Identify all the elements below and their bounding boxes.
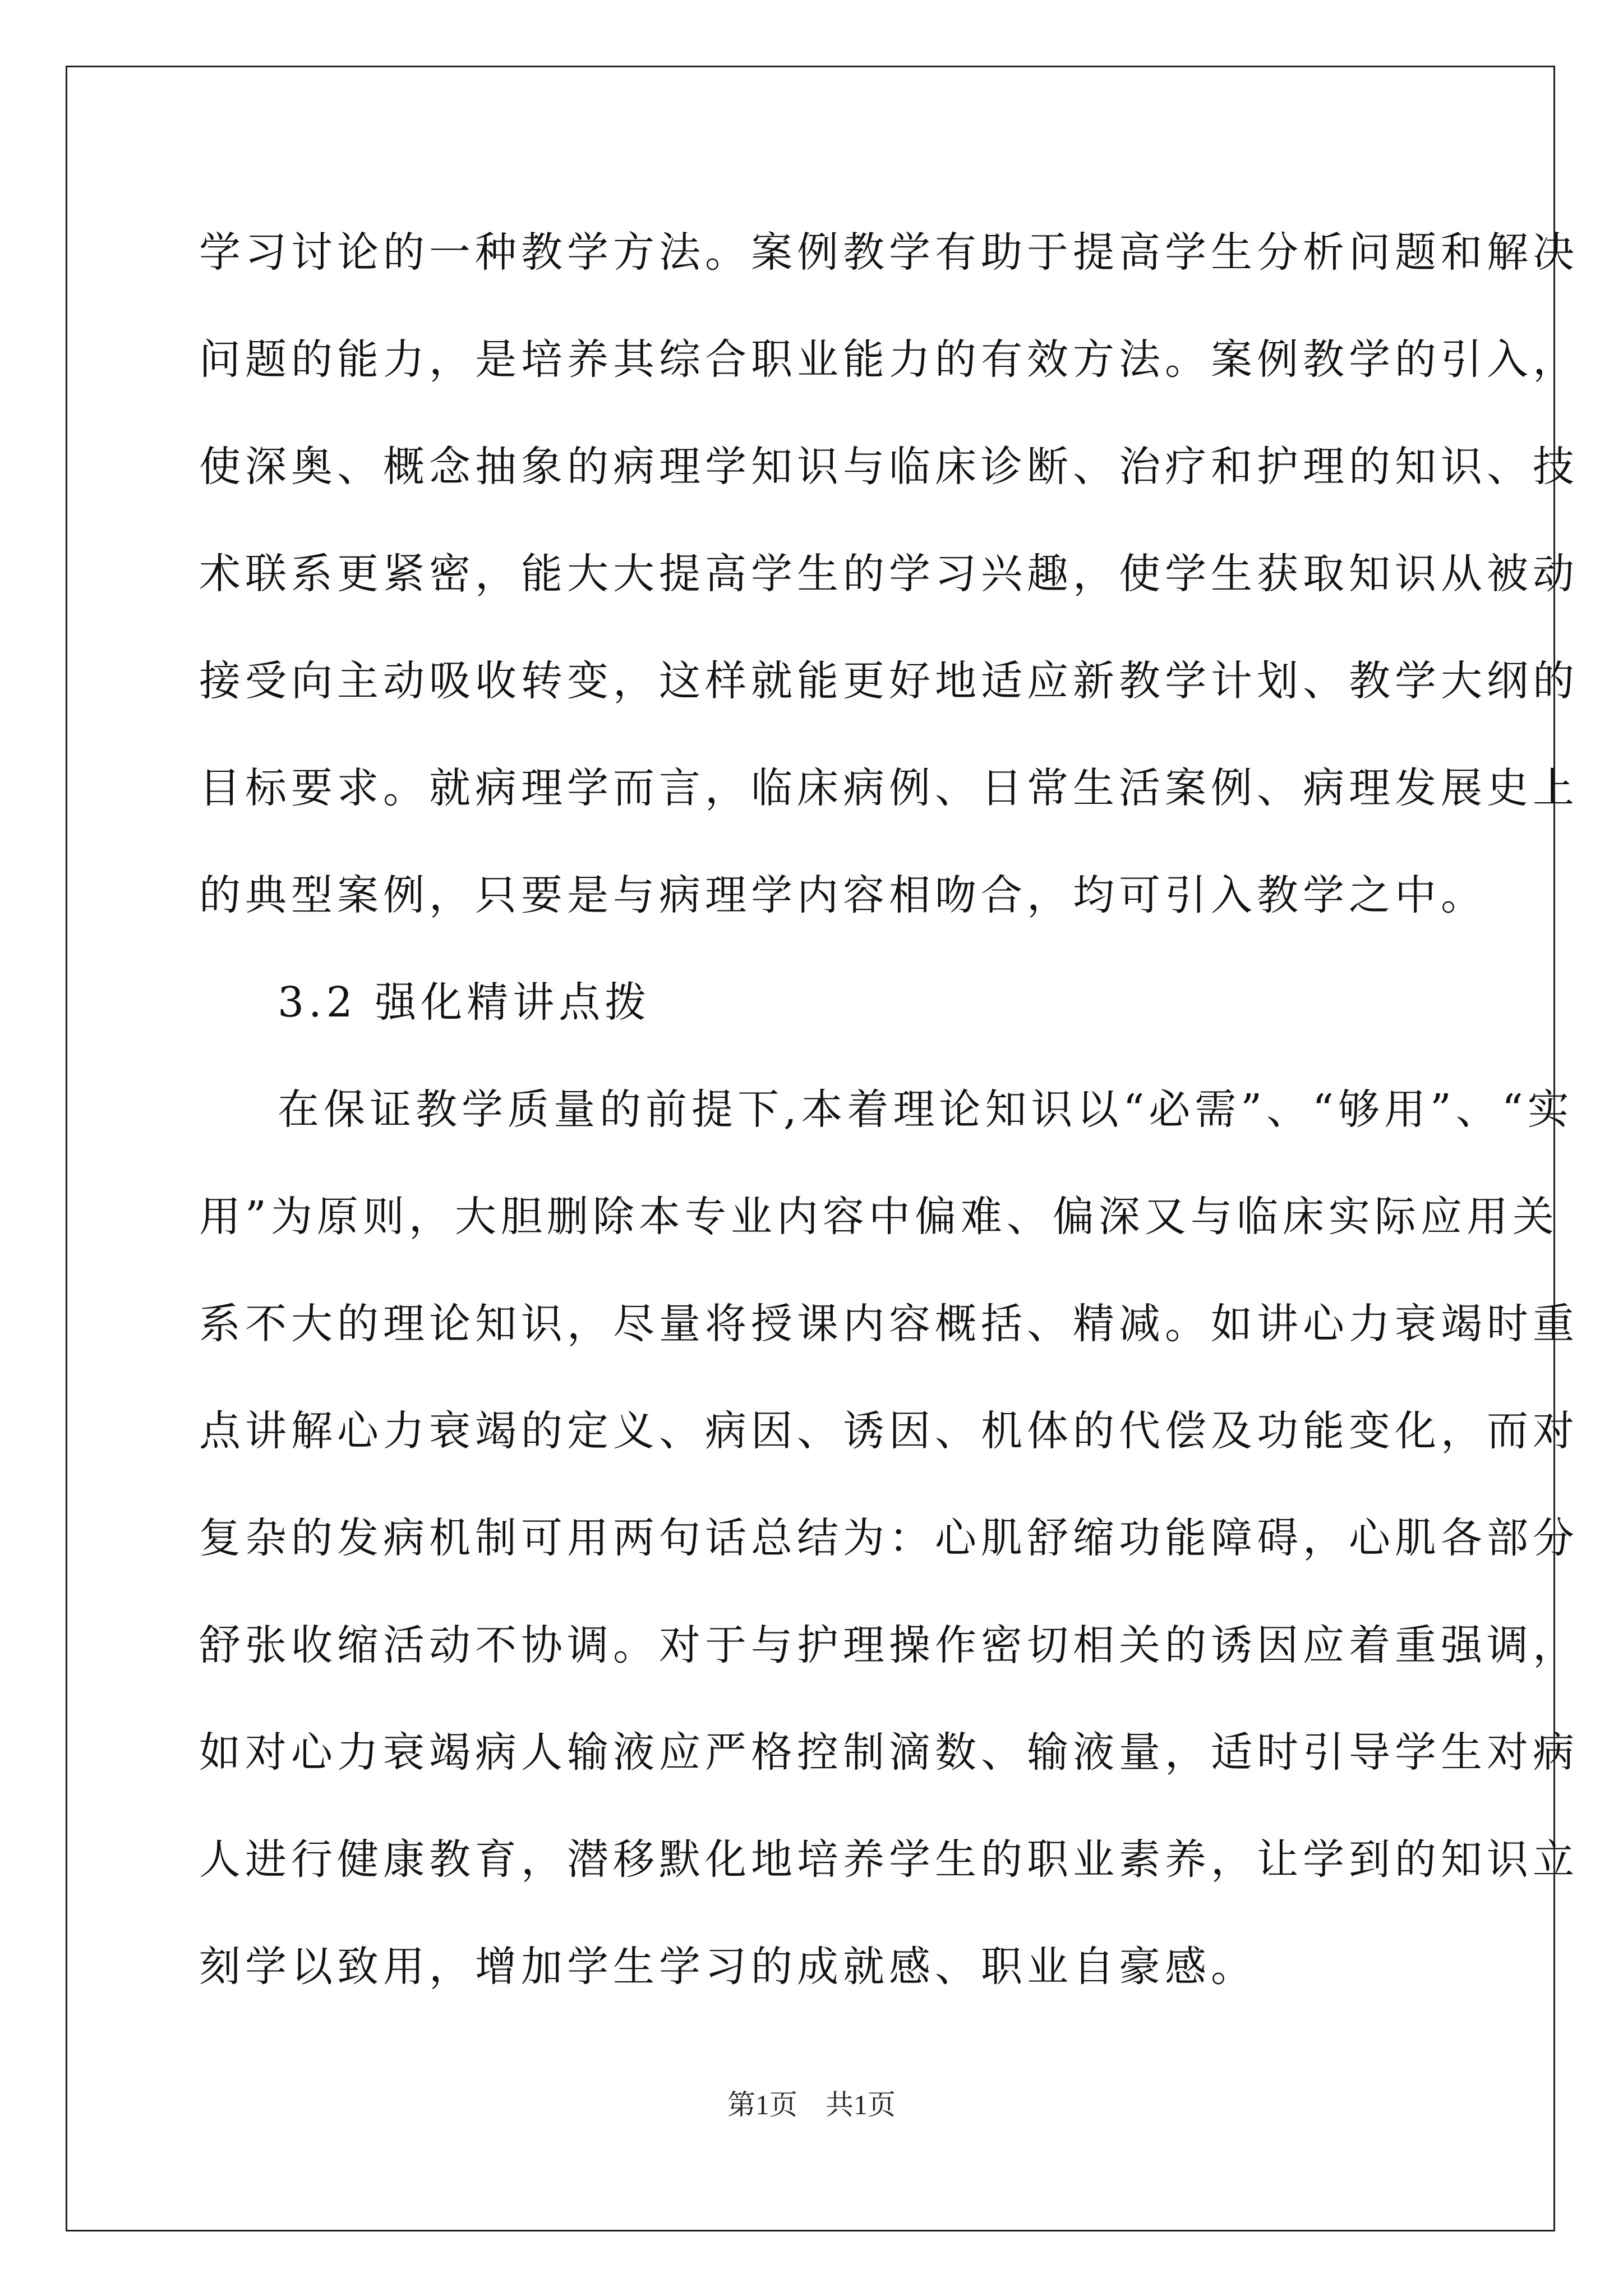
paragraph-1-line-2: 问题的能力，是培养其综合职业能力的有效方法。案例教学的引入， [199, 335, 1579, 384]
paragraph-2-line-1: 在保证教学质量的前提下,本着理论知识以“必需”、“够用”、“实 [278, 1085, 1574, 1134]
paragraph-2-line-2: 用”为原则，大胆删除本专业内容中偏难、偏深又与临床实际应用关 [199, 1193, 1559, 1241]
paragraph-2-line-5: 复杂的发病机制可用两句话总结为：心肌舒缩功能障碍，心肌各部分 [199, 1514, 1579, 1562]
page-footer: 第1页 共1页 [727, 2089, 896, 2120]
paragraph-2-line-8: 人进行健康教育，潜移默化地培养学生的职业素养，让学到的知识立 [199, 1835, 1579, 1884]
paragraph-1-line-1: 学习讨论的一种教学方法。案例教学有助于提高学生分析问题和解决 [199, 228, 1579, 277]
paragraph-2-line-4: 点讲解心力衰竭的定义、病因、诱因、机体的代偿及功能变化，而对 [199, 1407, 1579, 1455]
paragraph-1-line-4: 术联系更紧密，能大大提高学生的学习兴趣，使学生获取知识从被动 [199, 550, 1579, 598]
paragraph-1-line-7: 的典型案例，只要是与病理学内容相吻合，均可引入教学之中。 [199, 871, 1487, 919]
paragraph-2-line-6: 舒张收缩活动不协调。对于与护理操作密切相关的诱因应着重强调， [199, 1621, 1579, 1669]
section-heading: 3.2 强化精讲点拨 [278, 978, 651, 1027]
paragraph-2-line-9: 刻学以致用，增加学生学习的成就感、职业自豪感。 [199, 1943, 1257, 1991]
paragraph-2-line-7: 如对心力衰竭病人输液应严格控制滴数、输液量，适时引导学生对病 [199, 1728, 1579, 1777]
paragraph-2-line-3: 系不大的理论知识，尽量将授课内容概括、精减。如讲心力衰竭时重 [199, 1300, 1579, 1348]
paragraph-1-line-6: 目标要求。就病理学而言，临床病例、日常生活案例、病理发展史上 [199, 764, 1579, 812]
paragraph-1-line-5: 接受向主动吸收转变，这样就能更好地适应新教学计划、教学大纲的 [199, 657, 1579, 705]
document-body [199, 210, 1579, 2032]
paragraph-1-line-3: 使深奥、概念抽象的病理学知识与临床诊断、治疗和护理的知识、技 [199, 443, 1579, 491]
